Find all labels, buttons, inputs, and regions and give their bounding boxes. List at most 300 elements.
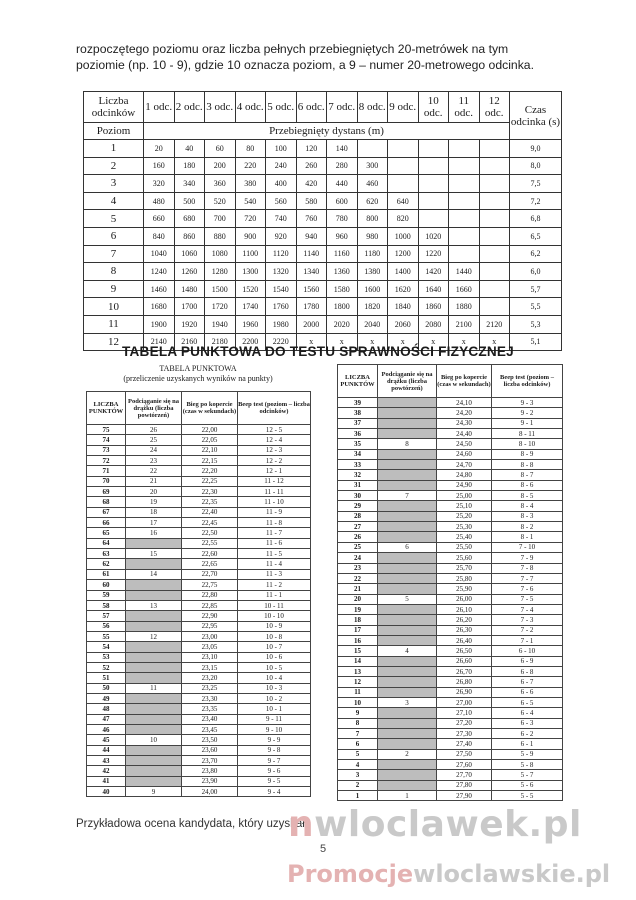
points-cell: 38 [338, 408, 378, 418]
distance-cell: 260 [296, 157, 327, 175]
pullups-cell: 4 [378, 646, 437, 656]
shuttle-cell: 24,30 [437, 418, 492, 428]
points-row [338, 573, 563, 583]
distance-cell: 320 [144, 175, 175, 193]
points-cell: 31 [338, 480, 378, 490]
pullups-cell: 3 [378, 697, 437, 707]
shuttle-cell: 27,30 [437, 729, 492, 739]
pullups-cell [126, 714, 182, 724]
points-row [338, 697, 563, 707]
beep-cell: 7 - 8 [492, 563, 563, 573]
beep-cell: 8 - 7 [492, 470, 563, 480]
points-row [87, 652, 311, 662]
beep-cell: 10 - 3 [238, 683, 311, 693]
distance-cell: 900 [235, 227, 266, 245]
pullups-cell [378, 666, 437, 676]
pullups-cell [126, 652, 182, 662]
beep-cell: 9 - 4 [238, 787, 311, 797]
pullups-cell [126, 756, 182, 766]
points-cell: 40 [87, 787, 126, 797]
segment-header: 9 odc. [388, 92, 419, 123]
pullups-cell [378, 511, 437, 521]
points-row [87, 600, 311, 610]
shuttle-cell: 22,95 [182, 621, 238, 631]
distance-cell: 880 [205, 227, 236, 245]
distance-cell: x [418, 333, 449, 351]
level-row [84, 210, 562, 228]
beep-cell: 6 - 10 [492, 646, 563, 656]
points-cell: 66 [87, 518, 126, 528]
segment-header: 2 odc. [174, 92, 205, 123]
distance-cell: 1140 [296, 245, 327, 263]
shuttle-cell: 22,15 [182, 456, 238, 466]
points-cell: 43 [87, 756, 126, 766]
points-row [87, 518, 311, 528]
pullups-cell [378, 656, 437, 666]
points-cell: 57 [87, 611, 126, 621]
points-row [338, 418, 563, 428]
distance-cell: 860 [174, 227, 205, 245]
pullups-cell [126, 724, 182, 734]
points-row [338, 687, 563, 697]
level-cell: 5 [84, 210, 144, 228]
distance-cell: 640 [388, 192, 419, 210]
beep-cell: 10 - 10 [238, 611, 311, 621]
time-cell: 6,8 [510, 210, 562, 228]
shuttle-cell: 24,90 [437, 480, 492, 490]
pullups-cell [378, 470, 437, 480]
points-row [338, 594, 563, 604]
time-cell: 5,7 [510, 280, 562, 298]
points-row [338, 408, 563, 418]
segment-header: 5 odc. [266, 92, 297, 123]
points-cell: 51 [87, 673, 126, 683]
level-row [84, 280, 562, 298]
distance-cell: 560 [266, 192, 297, 210]
distance-cell: 540 [235, 192, 266, 210]
points-cell: 36 [338, 429, 378, 439]
pullups-cell: 18 [126, 507, 182, 517]
intro-line-1: rozpoczętego poziomu oraz liczba pełnych przebiegniętych 20-metrówek na tym [76, 42, 509, 56]
points-row [338, 708, 563, 718]
time-cell: 7,5 [510, 175, 562, 193]
pullups-cell [126, 776, 182, 786]
shuttle-cell: 25,30 [437, 522, 492, 532]
pullups-cell: 14 [126, 569, 182, 579]
points-row [87, 611, 311, 621]
pullups-cell [126, 538, 182, 548]
distance-cell: 500 [174, 192, 205, 210]
beep-cell: 9 - 6 [238, 766, 311, 776]
distance-cell: 940 [296, 227, 327, 245]
beep-cell: 9 - 10 [238, 724, 311, 734]
points-cell: 16 [338, 635, 378, 645]
pullups-cell: 25 [126, 435, 182, 445]
points-row [338, 398, 563, 408]
distance-cell: 1020 [418, 227, 449, 245]
shuttle-cell: 25,00 [437, 491, 492, 501]
distance-cell [479, 210, 510, 228]
beep-cell: 8 - 8 [492, 460, 563, 470]
shuttle-cell: 27,80 [437, 780, 492, 790]
beep-cell: 8 - 10 [492, 439, 563, 449]
intro-line-2: poziomie (np. 10 - 9), gdzie 10 oznacza poziom, a 9 – numer 20-metrowego odcinka. [76, 58, 534, 72]
points-row [338, 449, 563, 459]
distance-cell: 1400 [388, 263, 419, 281]
beep-cell: 12 - 1 [238, 466, 311, 476]
beep-cell: 7 - 3 [492, 615, 563, 625]
distance-cell: 1880 [449, 298, 480, 316]
distance-cell: 520 [205, 192, 236, 210]
time-header: Czas odcinka (s) [510, 92, 562, 140]
distance-cell: 1620 [388, 280, 419, 298]
distance-cell: 100 [266, 140, 297, 158]
points-cell: 41 [87, 776, 126, 786]
pullups-cell: 6 [378, 542, 437, 552]
points-cell: 9 [338, 708, 378, 718]
shuttle-cell: 23,30 [182, 693, 238, 703]
beep-cell: 8 - 3 [492, 511, 563, 521]
shuttle-cell: 22,40 [182, 507, 238, 517]
points-cell: 50 [87, 683, 126, 693]
points-cell: 15 [338, 646, 378, 656]
distance-cell: 1220 [418, 245, 449, 263]
pullups-cell [126, 621, 182, 631]
distance-cell: 1000 [388, 227, 419, 245]
beep-cell: 10 - 11 [238, 600, 311, 610]
beep-cell: 6 - 2 [492, 729, 563, 739]
points-cell: 46 [87, 724, 126, 734]
beep-cell: 7 - 7 [492, 573, 563, 583]
level-row [84, 140, 562, 158]
level-distance-table [83, 91, 562, 351]
segment-header: 10 odc. [418, 92, 449, 123]
pullups-cell [378, 770, 437, 780]
pullups-cell: 2 [378, 749, 437, 759]
pullups-cell [378, 449, 437, 459]
pullups-cell [378, 418, 437, 428]
distance-cell: 700 [205, 210, 236, 228]
time-cell: 7,2 [510, 192, 562, 210]
points-row [338, 615, 563, 625]
pullups-cell [378, 729, 437, 739]
distance-cell: 2060 [388, 315, 419, 333]
distance-cell [479, 227, 510, 245]
points-cell: 45 [87, 735, 126, 745]
shuttle-cell: 23,90 [182, 776, 238, 786]
distance-cell: 1840 [388, 298, 419, 316]
points-cell: 65 [87, 528, 126, 538]
time-cell: 6,2 [510, 245, 562, 263]
shuttle-cell: 26,20 [437, 615, 492, 625]
distance-cell: 1740 [235, 298, 266, 316]
pullups-cell [378, 429, 437, 439]
distance-cell: 2040 [357, 315, 388, 333]
points-row [87, 590, 311, 600]
distance-cell: 40 [174, 140, 205, 158]
level-cell: 12 [84, 333, 144, 351]
pullups-cell: 19 [126, 497, 182, 507]
beep-cell: 8 - 1 [492, 532, 563, 542]
beep-cell: 9 - 7 [238, 756, 311, 766]
beep-cell: 10 - 6 [238, 652, 311, 662]
pullups-cell [378, 501, 437, 511]
points-cell: 37 [338, 418, 378, 428]
distance-cell: 1900 [144, 315, 175, 333]
distance-cell [449, 140, 480, 158]
segment-header: 8 odc. [357, 92, 388, 123]
shuttle-cell: 24,40 [437, 429, 492, 439]
pullups-header: Podciąganie się na drążku (liczba powtórzeń) [378, 365, 437, 398]
points-table-right [337, 364, 563, 801]
beep-cell: 9 - 8 [238, 745, 311, 755]
points-row [338, 749, 563, 759]
pullups-cell [378, 625, 437, 635]
distance-cell: 1040 [144, 245, 175, 263]
points-cell: 68 [87, 497, 126, 507]
shuttle-cell: 24,50 [437, 439, 492, 449]
points-cell: 74 [87, 435, 126, 445]
distance-cell: 440 [327, 175, 358, 193]
distance-cell [479, 140, 510, 158]
distance-cell [418, 192, 449, 210]
pullups-cell: 11 [126, 683, 182, 693]
beep-cell: 6 - 6 [492, 687, 563, 697]
distance-cell: 1940 [205, 315, 236, 333]
pullups-cell: 16 [126, 528, 182, 538]
points-cell: 14 [338, 656, 378, 666]
points-row [87, 631, 311, 641]
points-row [87, 642, 311, 652]
points-cell: 35 [338, 439, 378, 449]
pullups-cell [378, 573, 437, 583]
distance-cell: 2020 [327, 315, 358, 333]
beep-cell: 11 - 3 [238, 569, 311, 579]
beep-cell: 12 - 2 [238, 456, 311, 466]
pullups-cell [126, 766, 182, 776]
pullups-cell [126, 611, 182, 621]
pullups-cell: 26 [126, 425, 182, 435]
segment-count-header: Liczba odcinków [84, 92, 144, 123]
pullups-cell [378, 677, 437, 687]
shuttle-cell: 22,00 [182, 425, 238, 435]
pullups-cell: 17 [126, 518, 182, 528]
distance-cell [479, 157, 510, 175]
beep-cell: 6 - 5 [492, 697, 563, 707]
pullups-cell [378, 780, 437, 790]
points-row [87, 621, 311, 631]
shuttle-cell: 22,75 [182, 580, 238, 590]
distance-cell: 2120 [479, 315, 510, 333]
distance-cell: 840 [144, 227, 175, 245]
pullups-cell: 1 [378, 791, 437, 801]
pullups-cell [126, 704, 182, 714]
beep-cell: 10 - 2 [238, 693, 311, 703]
shuttle-cell: 22,80 [182, 590, 238, 600]
distance-cell: 1580 [327, 280, 358, 298]
points-row [87, 528, 311, 538]
shuttle-cell: 22,30 [182, 487, 238, 497]
points-row [338, 604, 563, 614]
beep-cell: 10 - 5 [238, 662, 311, 672]
pullups-cell [378, 408, 437, 418]
distance-cell: 280 [327, 157, 358, 175]
points-row [338, 460, 563, 470]
points-caption [86, 364, 310, 384]
beep-cell: 7 - 4 [492, 604, 563, 614]
level-header: Poziom [84, 123, 144, 140]
points-cell: 39 [338, 398, 378, 408]
points-row [338, 439, 563, 449]
beep-cell: 7 - 5 [492, 594, 563, 604]
distance-cell: 2200 [235, 333, 266, 351]
points-cell: 72 [87, 456, 126, 466]
pullups-cell [378, 687, 437, 697]
distance-cell: 20 [144, 140, 175, 158]
distance-cell: 2100 [449, 315, 480, 333]
shuttle-cell: 27,50 [437, 749, 492, 759]
pullups-cell: 5 [378, 594, 437, 604]
pullups-cell: 23 [126, 456, 182, 466]
distance-cell: 740 [266, 210, 297, 228]
points-cell: 59 [87, 590, 126, 600]
level-cell: 8 [84, 263, 144, 281]
distance-cell: 1080 [205, 245, 236, 263]
distance-cell: x [479, 333, 510, 351]
distance-cell: 980 [357, 227, 388, 245]
points-cell: 20 [338, 594, 378, 604]
distance-cell: 420 [296, 175, 327, 193]
points-row [87, 673, 311, 683]
distance-cell: 2180 [205, 333, 236, 351]
points-row [338, 470, 563, 480]
points-row [338, 739, 563, 749]
shuttle-cell: 22,35 [182, 497, 238, 507]
distance-cell [479, 280, 510, 298]
points-cell: 24 [338, 553, 378, 563]
pullups-cell: 12 [126, 631, 182, 641]
distance-cell: 800 [357, 210, 388, 228]
shuttle-cell: 27,10 [437, 708, 492, 718]
beep-cell: 11 - 7 [238, 528, 311, 538]
points-cell: 1 [338, 791, 378, 801]
shuttle-cell: 26,80 [437, 677, 492, 687]
shuttle-cell: 23,15 [182, 662, 238, 672]
points-cell: 63 [87, 549, 126, 559]
distance-cell: 140 [327, 140, 358, 158]
distance-cell: 1800 [327, 298, 358, 316]
points-row [87, 445, 311, 455]
pullups-cell [378, 584, 437, 594]
distance-cell: 1780 [296, 298, 327, 316]
points-cell: 2 [338, 780, 378, 790]
level-cell: 4 [84, 192, 144, 210]
points-header: LICZBA PUNKTÓW [338, 365, 378, 398]
level-cell: 1 [84, 140, 144, 158]
shuttle-cell: 24,00 [182, 787, 238, 797]
shuttle-cell: 27,20 [437, 718, 492, 728]
distance-cell [418, 175, 449, 193]
distance-cell: 1660 [449, 280, 480, 298]
distance-cell: 1320 [266, 263, 297, 281]
shuttle-cell: 26,30 [437, 625, 492, 635]
beep-header: Beep test (poziom – liczba odcinków) [492, 365, 563, 398]
distance-cell: 1760 [266, 298, 297, 316]
beep-cell: 11 - 10 [238, 497, 311, 507]
points-cell: 62 [87, 559, 126, 569]
points-row [338, 760, 563, 770]
points-row [87, 724, 311, 734]
distance-cell: 160 [144, 157, 175, 175]
points-cell: 7 [338, 729, 378, 739]
shuttle-cell: 24,10 [437, 398, 492, 408]
shuttle-cell: 23,45 [182, 724, 238, 734]
shuttle-cell: 24,80 [437, 470, 492, 480]
pullups-cell: 9 [126, 787, 182, 797]
points-row [87, 662, 311, 672]
points-cell: 11 [338, 687, 378, 697]
shuttle-cell: 26,90 [437, 687, 492, 697]
points-cell: 10 [338, 697, 378, 707]
points-header: LICZBA PUNKTÓW [87, 392, 126, 425]
distance-cell: 380 [235, 175, 266, 193]
points-row [338, 666, 563, 676]
points-row [338, 429, 563, 439]
points-row [338, 677, 563, 687]
pullups-cell [378, 522, 437, 532]
points-row [338, 501, 563, 511]
points-caption-title: TABELA PUNKTOWA [159, 364, 237, 373]
points-row [87, 776, 311, 786]
beep-cell: 10 - 1 [238, 704, 311, 714]
shuttle-cell: 22,20 [182, 466, 238, 476]
beep-cell: 7 - 1 [492, 635, 563, 645]
shuttle-cell: 23,35 [182, 704, 238, 714]
pullups-cell: 20 [126, 487, 182, 497]
beep-cell: 11 - 1 [238, 590, 311, 600]
distance-cell [479, 192, 510, 210]
shuttle-cell: 22,85 [182, 600, 238, 610]
beep-cell: 9 - 2 [492, 408, 563, 418]
level-row [84, 227, 562, 245]
shuttle-cell: 22,50 [182, 528, 238, 538]
points-row [338, 625, 563, 635]
beep-cell: 12 - 3 [238, 445, 311, 455]
pullups-cell [378, 553, 437, 563]
pullups-cell [378, 718, 437, 728]
points-row [338, 791, 563, 801]
points-cell: 47 [87, 714, 126, 724]
segment-header: 3 odc. [205, 92, 236, 123]
points-cell: 12 [338, 677, 378, 687]
beep-cell: 5 - 9 [492, 749, 563, 759]
pullups-cell [378, 739, 437, 749]
level-row [84, 175, 562, 193]
beep-cell: 11 - 6 [238, 538, 311, 548]
distance-cell [479, 263, 510, 281]
beep-cell: 10 - 4 [238, 673, 311, 683]
distance-cell: 1500 [205, 280, 236, 298]
distance-cell: 1240 [144, 263, 175, 281]
distance-cell: 1560 [296, 280, 327, 298]
points-row [338, 584, 563, 594]
points-cell: 60 [87, 580, 126, 590]
points-cell: 26 [338, 532, 378, 542]
points-table-heading: TABELA PUNKTOWA DO TESTU SPRAWNOŚCI FIZYCZNEJ [122, 344, 514, 359]
beep-cell: 11 - 5 [238, 549, 311, 559]
points-row [87, 425, 311, 435]
beep-cell: 5 - 8 [492, 760, 563, 770]
